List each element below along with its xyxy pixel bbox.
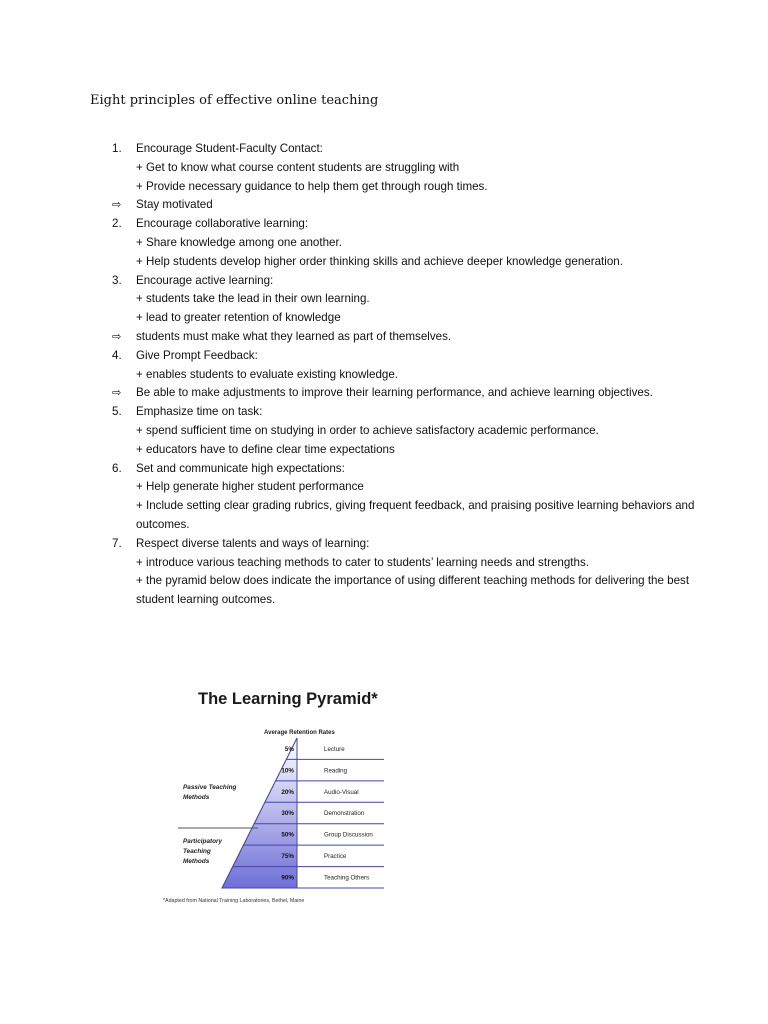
arrow-icon: ⇨ <box>112 199 122 212</box>
list-item <box>110 384 710 403</box>
teaching-method-label: Lecture <box>324 745 345 753</box>
list-item-text: + Get to know what course content students are struggling with <box>136 160 460 174</box>
list-item <box>110 196 710 215</box>
list-number: 4. <box>112 348 122 362</box>
list-number: 7. <box>112 536 122 550</box>
list-item <box>110 328 710 347</box>
list-item <box>110 478 710 497</box>
retention-rate: 50% <box>281 831 294 839</box>
list-item-text: + spend sufficient time on studying in order to achieve satisfactory academic performance. <box>136 423 599 437</box>
list-item <box>110 460 710 479</box>
list-item <box>110 253 710 272</box>
learning-pyramid-figure <box>160 688 400 910</box>
list-item-text: Set and communicate high expectations: <box>136 461 345 475</box>
list-item <box>110 140 710 159</box>
list-item-text: Encourage active learning: <box>136 273 274 287</box>
list-item <box>110 290 710 309</box>
list-item-text: + enables students to evaluate existing knowledge. <box>136 367 399 381</box>
arrow-icon: ⇨ <box>112 330 122 343</box>
list-item <box>110 159 710 178</box>
list-item-text: + Help students develop higher order thinking skills and achieve deeper knowledge generation. <box>136 254 623 268</box>
retention-rate: 20% <box>281 788 294 796</box>
list-number: 2. <box>112 217 122 231</box>
retention-rate: 90% <box>281 874 294 882</box>
pyramid-footnote: *Adapted from National Training Laboratories, Bethel, Maine <box>163 898 305 904</box>
retention-rate: 5% <box>284 745 294 753</box>
passive-methods-label: Passive Teaching <box>183 784 237 791</box>
list-item-text: Give Prompt Feedback: <box>136 348 258 362</box>
list-number: 5. <box>112 405 122 419</box>
list-item-text: Stay motivated <box>136 198 213 212</box>
list-item-text: Respect diverse talents and ways of learning: <box>136 536 370 550</box>
teaching-method-label: Group Discussion <box>324 831 373 839</box>
retention-rate: 30% <box>281 810 294 818</box>
list-item-text: + students take the lead in their own learning. <box>136 292 370 306</box>
list-item <box>110 497 710 535</box>
list-item-text: + the pyramid below does indicate the importance of using different teaching methods for delivering the best student learning outcomes. <box>136 574 690 607</box>
average-retention-label: Average Retention Rates <box>264 730 335 736</box>
principles-list <box>110 140 710 610</box>
list-item <box>110 554 710 573</box>
list-item-text: + Share knowledge among one another. <box>136 235 342 249</box>
list-item-text: + Include setting clear grading rubrics, giving frequent feedback, and praising positive learning behaviors and outcomes. <box>136 499 695 531</box>
list-item <box>110 347 710 366</box>
participatory-methods-label: Participatory <box>183 838 223 845</box>
list-item-text: + lead to greater retention of knowledge <box>136 311 341 325</box>
list-item <box>110 309 710 328</box>
list-item-text: Be able to make adjustments to improve their learning performance, and achieve learning objectives. <box>136 386 653 400</box>
teaching-method-label: Reading <box>324 767 348 775</box>
list-number: 6. <box>112 461 122 475</box>
list-item <box>110 403 710 422</box>
document-title: Eight principles of effective online teaching <box>90 93 379 108</box>
list-item <box>110 572 710 610</box>
list-item <box>110 234 710 253</box>
list-item <box>110 215 710 234</box>
teaching-method-label: Demonstration <box>324 810 365 818</box>
list-item-text: + Provide necessary guidance to help them get through rough times. <box>136 179 488 193</box>
list-item-text: + introduce various teaching methods to cater to students’ learning needs and strengths. <box>136 555 589 569</box>
list-item-text: Emphasize time on task: <box>136 405 263 419</box>
teaching-method-label: Teaching Others <box>324 874 370 882</box>
list-number: 1. <box>112 142 122 155</box>
list-item <box>110 178 710 197</box>
list-item-text: Encourage Student-Faculty Contact: <box>136 142 323 155</box>
learning-pyramid-diagram <box>160 688 400 910</box>
teaching-method-label: Practice <box>324 853 347 861</box>
list-item <box>110 272 710 291</box>
pyramid-title: The Learning Pyramid* <box>198 690 378 708</box>
retention-rate: 10% <box>281 767 294 775</box>
retention-rate: 75% <box>281 853 294 861</box>
list-number: 3. <box>112 273 122 287</box>
list-item-text: Encourage collaborative learning: <box>136 217 309 231</box>
list-item-text: + Help generate higher student performance <box>136 480 364 494</box>
arrow-icon: ⇨ <box>112 387 122 400</box>
passive-methods-label: Methods <box>183 794 210 801</box>
list-item <box>110 422 710 441</box>
participatory-methods-label: Methods <box>183 858 210 865</box>
list-item <box>110 366 710 385</box>
list-item-text: + educators have to define clear time expectations <box>136 442 395 456</box>
list-item <box>110 441 710 460</box>
teaching-method-label: Audio-Visual <box>324 788 359 796</box>
list-item <box>110 535 710 554</box>
participatory-methods-label: Teaching <box>183 848 211 855</box>
list-item-text: students must make what they learned as part of themselves. <box>136 329 452 343</box>
